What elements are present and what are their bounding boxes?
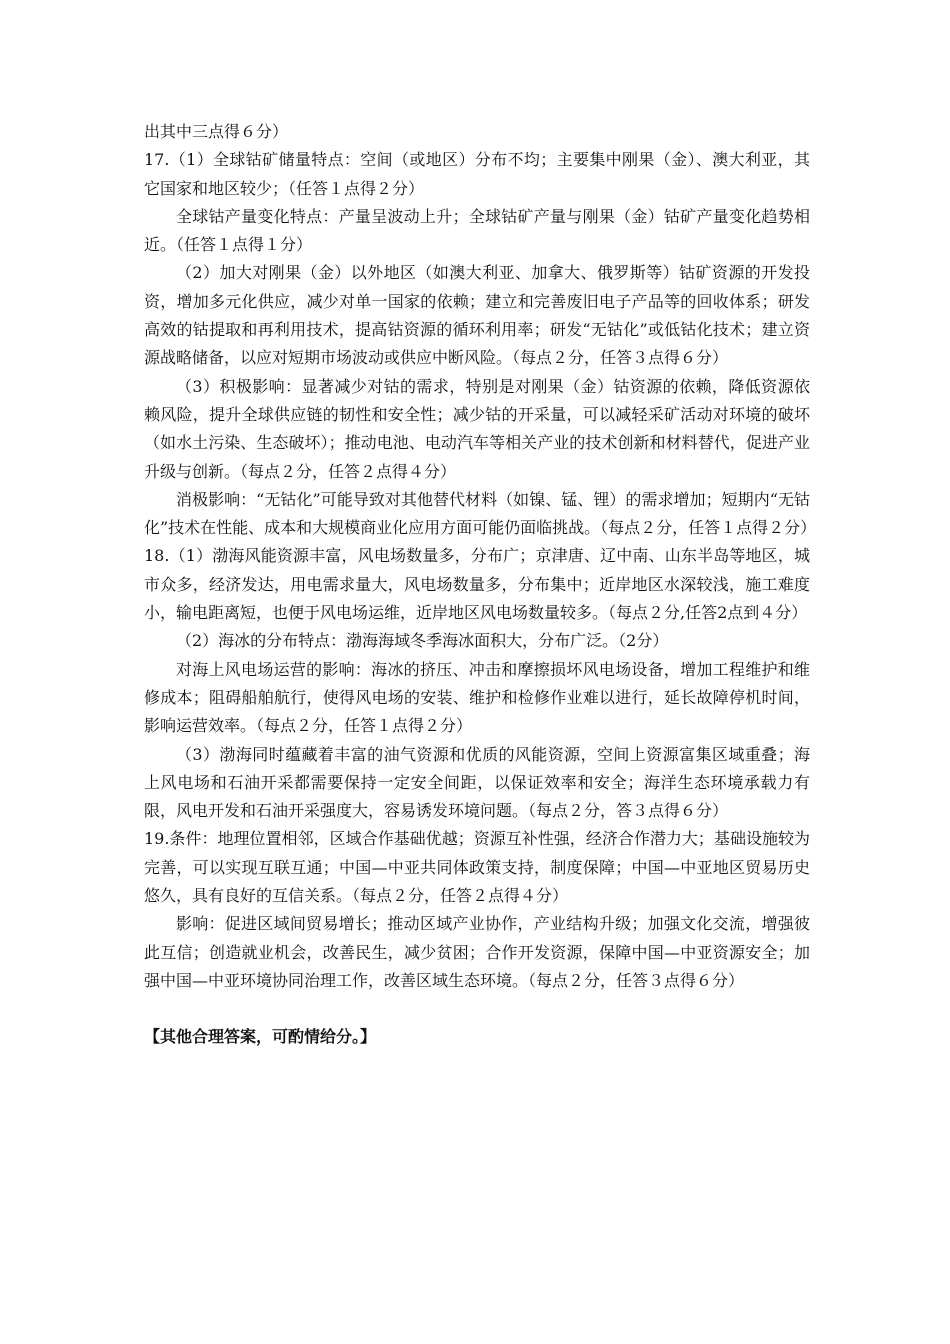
paragraph-q18-3: （3）渤海同时蕴藏着丰富的油气资源和优质的风能资源，空间上资源富集区域重叠；海上风电场和石油开采都需要保持一定安全间距，以保证效率和安全；海洋生态环境承载力有限，风电开发和石油开采强度大，容易诱发环境问题。（每点２分，答３点得６分） xyxy=(144,744,810,821)
paragraph-0: 出其中三点得６分） xyxy=(144,122,289,141)
paragraph-q18-1: 18.（1）渤海风能资源丰富，风电场数量多，分布广；京津唐、辽中南、山东半岛等地区，城市众多，经济发达，用电需求量大，风电场数量多，分布集中；近岸地区水深较浅，施工难度小，输电距离短，也便于风电场运维，近岸地区风电场数量较多。（每点２分,任答2点到４分） xyxy=(144,546,810,623)
paragraph-q17-3: （3）积极影响：显著减少对钴的需求，特别是对刚果（金）钴资源的依赖，降低资源依赖风险，提升全球供应链的韧性和安全性；减少钴的开采量，可以减轻采矿活动对环境的破坏（如水土污染、生态破坏）；推动电池、电动汽车等相关产业的技术创新和材料替代，促进产业升级与创新。（每点２分，任答２点得４分） xyxy=(144,376,810,481)
paragraph-q19b: 影响：促进区域间贸易增长；推动区域产业协作，产业结构升级；加强文化交流，增强彼此互信；创造就业机会，改善民生，减少贫困；合作开发资源，保障中国—中亚资源安全；加强中国—中亚环境协同治理工作，改善区域生态环境。（每点２分，任答３点得６分） xyxy=(144,914,810,990)
paragraph-q19: 19.条件：地理位置相邻，区域合作基础优越；资源互补性强，经济合作潜力大；基础设施较为完善，可以实现互联互通；中国—中亚共同体政策支持，制度保障；中国—中亚地区贸易历史悠久，具有良好的互信关系。（每点２分，任答２点得４分） xyxy=(144,829,810,906)
answer-content xyxy=(144,118,817,1052)
grading-note: 【其他合理答案，可酌情给分。】 xyxy=(144,1027,377,1047)
paragraph-q17-2: （2）加大对刚果（金）以外地区（如澳大利亚、加拿大、俄罗斯等）钴矿资源的开发投资，增加多元化供应，减少对单一国家的依赖；建立和完善废旧电子产品等的回收体系；研发高效的钴提取和再利用技术，提高钴资源的循环利用率；研发“无钴化”或低钴化技术；建立资源战略储备，以应对短期市场波动或供应中断风险。（每点２分，任答３点得６分） xyxy=(144,263,810,368)
paragraph-q17-3b: 消极影响：“无钴化”可能导致对其他替代材料（如镍、锰、锂）的需求增加；短期内“无钴化”技术在性能、成本和大规模商业化应用方面可能仍面临挑战。（每点２分，任答１点得２分） xyxy=(144,489,817,538)
paragraph-q17-1b: 全球钴产量变化特点：产量呈波动上升；全球钴矿产量与刚果（金）钴矿产量变化趋势相近。（任答１点得１分） xyxy=(144,206,810,255)
paragraph-q18-2: （2）海冰的分布特点：渤海海域冬季海冰面积大，分布广泛。（2分） xyxy=(176,631,669,651)
paragraph-q18-2b: 对海上风电场运营的影响：海冰的挤压、冲击和摩擦损坏风电场设备，增加工程维护和维修成本；阻碍船舶航行，使得风电场的安装、维护和检修作业难以进行，延长故障停机时间，影响运营效率。（每点２分，任答１点得２分） xyxy=(144,659,810,736)
spacer xyxy=(144,995,810,1023)
paragraph-q17-1: 17.（1）全球钴矿储量特点：空间（或地区）分布不均；主要集中刚果（金）、澳大利亚，其它国家和地区较少；（任答１点得２分） xyxy=(144,150,810,198)
